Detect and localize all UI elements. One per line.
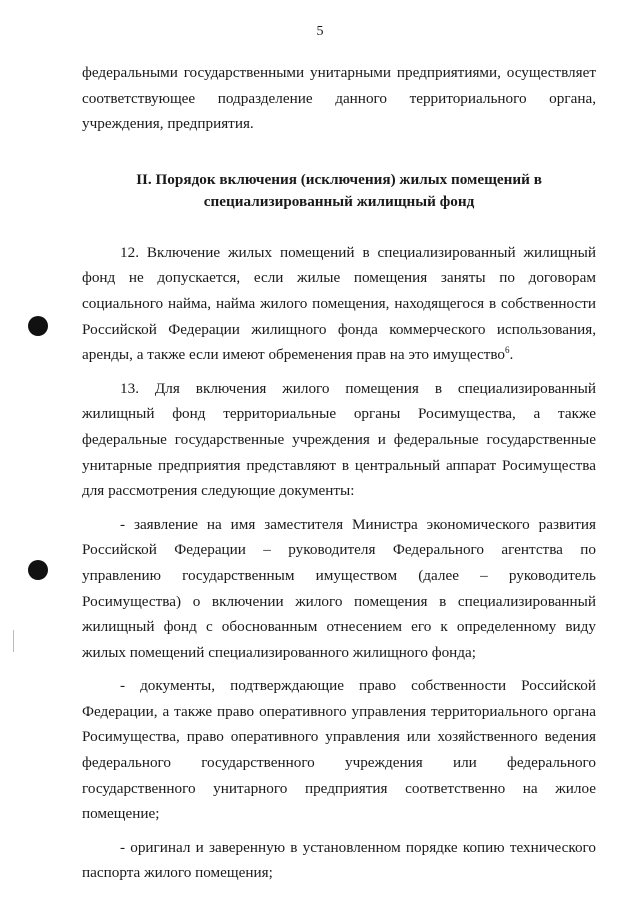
paragraph-continuation: федеральными государственными унитарными предприятиями, осуществляет соответствующее подразделение данного территориального органа, учреждения, предприятия. xyxy=(82,64,596,133)
paragraph-12 xyxy=(82,240,596,368)
page-number: 5 xyxy=(316,24,324,39)
section-heading xyxy=(82,169,596,213)
document-body xyxy=(82,60,596,886)
footnote-ref: 6 xyxy=(505,345,510,356)
list-item: - документы, подтверждающие право собственности Российской Федерации, а также право оперативного управления территориального органа Росимущества, право оперативного управления или хозяйственного ведения федерального государственного учреждения или федерального государственного унитарного предприятия соответственно на жилое помещение; xyxy=(82,677,596,823)
section-heading-line: II. Порядок включения (исключения) жилых помещений в xyxy=(136,170,542,188)
paragraph-13: 13. Для включения жилого помещения в специализированный жилищный фонд территориальные органы Росимущества, а также федеральные государственные учреждения и федеральные государственные унитарные предприятия представляют в центральный аппарат Росимущества для рассмотрения следующие документы: xyxy=(82,379,596,500)
binder-hole xyxy=(28,560,48,580)
paragraph-12-text: 12. Включение жилых помещений в специализированный жилищный фонд не допускается, если жилые помещения заняты по договорам социального найма, найма жилого помещения, находящегося в собственности Российской Федерации жилищного фонда коммерческого использования, аренды, а также если имеют обременения прав на это имущество xyxy=(82,243,596,364)
scan-mark xyxy=(13,630,14,652)
binder-hole xyxy=(28,316,48,336)
paragraph-12-end: . xyxy=(509,346,514,364)
list-item: - оригинал и заверенную в установленном порядке копию технического паспорта жилого помещения; xyxy=(82,838,596,882)
list-item: - заявление на имя заместителя Министра экономического развития Российской Федерации – руководителя Федерального агентства по управлению государственным имуществом (далее – руководитель Росимущества) о включении жилого помещения в специализированный жилищный фонд с обоснованным отнесением его к определенному виду жилых помещений специализированного жилищного фонда; xyxy=(82,515,596,661)
section-heading-line: специализированный жилищный фонд xyxy=(203,192,475,210)
